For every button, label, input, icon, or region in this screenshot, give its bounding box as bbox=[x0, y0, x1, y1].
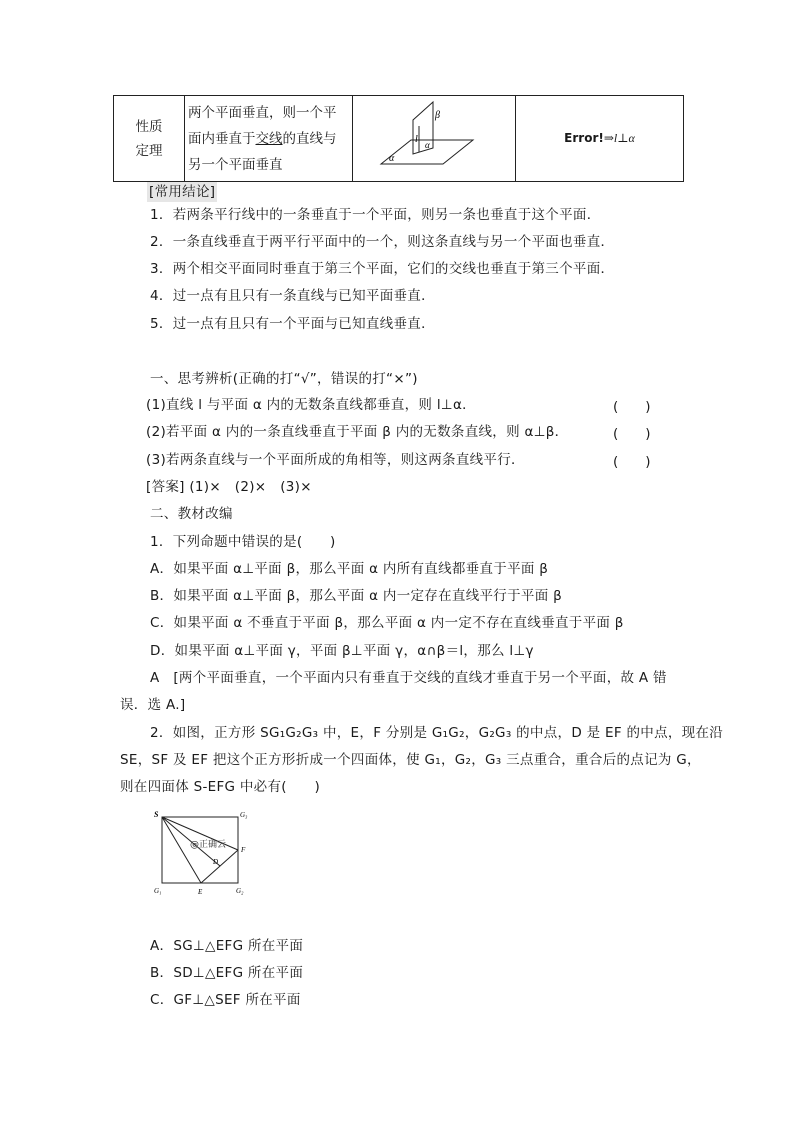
q2-option-c: C．GF⊥△SEF 所在平面 bbox=[150, 992, 301, 1008]
square-fold-figure bbox=[150, 805, 260, 905]
q1-option-b: B．如果平面 α⊥平面 β，那么平面 α 内一定存在直线平行于平面 β bbox=[150, 588, 563, 604]
formula-error: Error! bbox=[564, 131, 604, 145]
judgement-1: (1)直线 l 与平面 α 内的无数条直线都垂直，则 l⊥α． bbox=[146, 397, 476, 413]
label-F: F bbox=[241, 846, 246, 854]
q2-stem-line1: 2．如图，正方形 SG₁G₂G₃ 中，E，F 分别是 G₁G₂，G₂G₃ 的中点，D 是 EF 的中点，现在沿 bbox=[150, 725, 724, 741]
line-SE bbox=[162, 817, 201, 883]
judgement-1-paren: ( ) bbox=[613, 399, 651, 415]
conclusion-2: 2．一条直线垂直于两平行平面中的一个，则这条直线与另一个平面也垂直． bbox=[150, 234, 615, 250]
table-label-line1: 性质 bbox=[135, 118, 163, 135]
plane-beta-shape bbox=[413, 102, 433, 154]
label-G1: G₁ bbox=[154, 887, 162, 895]
table-diagram-cell bbox=[353, 96, 516, 182]
beta-label: β bbox=[435, 110, 440, 121]
judgement-answer: [答案] (1)× (2)× (3)× bbox=[146, 479, 312, 495]
q1-solution-line2: 误．选 A.] bbox=[120, 697, 186, 713]
q2-option-b: B．SD⊥△EFG 所在平面 bbox=[150, 965, 304, 981]
conclusions-heading: [常用结论] bbox=[149, 184, 216, 200]
label-D: D bbox=[213, 858, 219, 866]
label-E: E bbox=[198, 888, 203, 896]
judgement-2: (2)若平面 α 内的一条直线垂直于平面 β 内的无数条直线，则 α⊥β． bbox=[146, 424, 569, 440]
label-G2: G₂ bbox=[236, 887, 244, 895]
q1-solution-line1: A [两个平面垂直，一个平面内只有垂直于交线的直线才垂直于另一个平面，故 A 错 bbox=[150, 670, 667, 686]
conclusion-1: 1．若两条平行线中的一条垂直于一个平面，则另一条也垂直于这个平面． bbox=[150, 207, 601, 223]
table-statement-cell bbox=[185, 96, 353, 182]
watermark-text: @正确云 bbox=[190, 840, 227, 850]
formula-rest: ⇒l⊥α bbox=[603, 131, 635, 145]
conclusion-3: 3．两个相交平面同时垂直于第三个平面，它们的交线也垂直于第三个平面． bbox=[150, 261, 615, 277]
perpendicular-planes-diagram bbox=[353, 96, 515, 177]
q2-stem-line2: SE，SF 及 EF 把这个正方形折成一个四面体，使 G₁，G₂，G₃ 三点重合，重合后的点记为 G， bbox=[120, 752, 701, 768]
label-S: S bbox=[154, 810, 159, 819]
table-formula-cell bbox=[516, 96, 684, 182]
table-label-line2: 定理 bbox=[135, 142, 163, 159]
conclusion-5: 5．过一点有且只有一个平面与已知直线垂直． bbox=[150, 316, 435, 332]
q2-option-a: A．SG⊥△EFG 所在平面 bbox=[150, 938, 304, 954]
q1-option-a: A．如果平面 α⊥平面 β，那么平面 α 内所有直线都垂直于平面 β bbox=[150, 561, 549, 577]
judgement-2-paren: ( ) bbox=[613, 426, 651, 442]
judgement-3-paren: ( ) bbox=[613, 454, 651, 470]
judgement-3: (3)若两条直线与一个平面所成的角相等，则这两条直线平行． bbox=[146, 452, 525, 468]
q1-stem: 1．下列命题中错误的是( ) bbox=[150, 534, 336, 550]
underlined-term: 交线 bbox=[255, 130, 283, 147]
alpha-label: α bbox=[389, 153, 395, 164]
l-label: l bbox=[415, 134, 418, 145]
q2-stem-line3: 则在四面体 S-EFG 中必有( ) bbox=[120, 779, 321, 795]
q1-option-c: C．如果平面 α 不垂直于平面 β，那么平面 α 内一定不存在直线垂直于平面 β bbox=[150, 615, 624, 631]
section2-title: 二、教材改编 bbox=[150, 506, 233, 522]
theorem-statement: 两个平面垂直，则一个平面内垂直于交线的直线与另一个平面垂直 bbox=[188, 104, 337, 173]
alpha-small-label: α bbox=[425, 140, 430, 150]
table-label-cell bbox=[114, 96, 185, 182]
theorem-table bbox=[113, 95, 684, 182]
conclusion-4: 4．过一点有且只有一条直线与已知平面垂直． bbox=[150, 288, 435, 304]
q1-option-d: D．如果平面 α⊥平面 γ，平面 β⊥平面 γ，α∩β＝l，那么 l⊥γ bbox=[150, 643, 534, 659]
section1-title: 一、思考辨析(正确的打“√”，错误的打“×”) bbox=[150, 371, 418, 387]
label-G3: G₃ bbox=[240, 811, 248, 819]
